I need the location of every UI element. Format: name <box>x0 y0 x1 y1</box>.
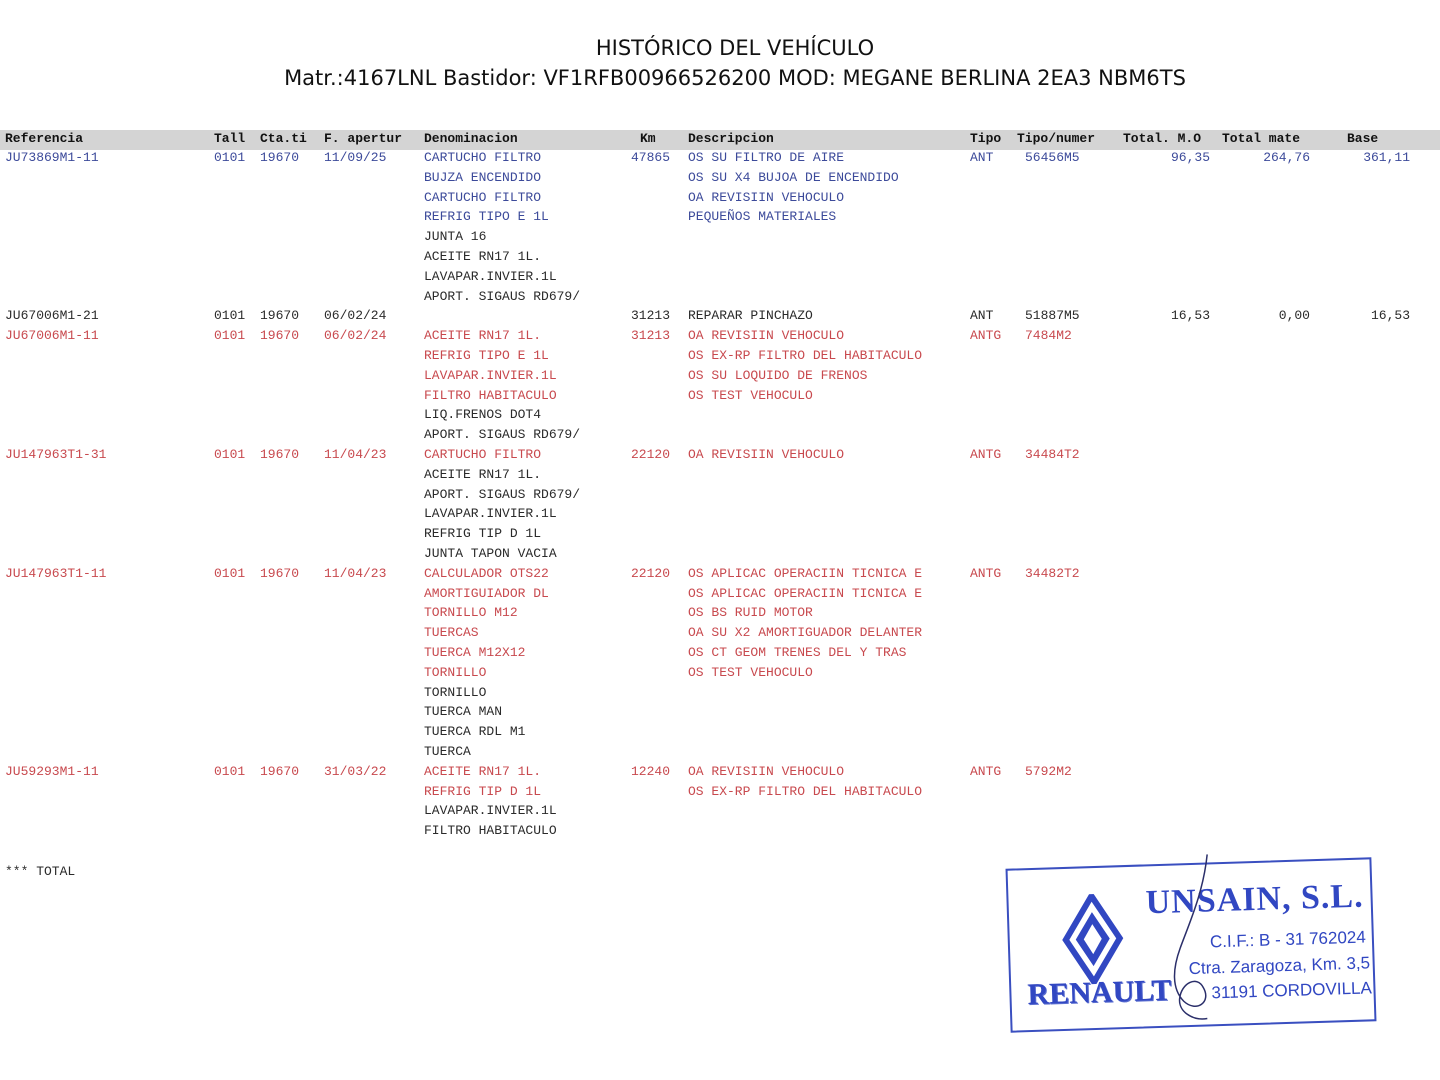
cell-denominacion-line: CARTUCHO FILTRO <box>424 150 542 165</box>
cell-denominacion-line: APORT. SIGAUS RD679/ <box>424 288 581 304</box>
stamp-cif: C.I.F.: B - 31 762024 <box>1209 927 1367 952</box>
cell-denominacion-line: JUNTA TAPON VACIA <box>424 546 557 561</box>
cell-tall: 0101 <box>214 308 246 324</box>
cell-fecha: 06/02/24 <box>324 308 387 324</box>
cell-denominacion-line: BUJZA ENCENDIDO <box>424 169 542 185</box>
renault-logo-icon <box>1056 893 1129 985</box>
cell-referencia: JU67006M1-21 <box>5 308 99 324</box>
cell-denominacion-line: REFRIG TIPO E 1L <box>424 209 549 225</box>
cell-base: 361,11 <box>1363 150 1410 165</box>
stamp-city: 31191 CORDOVILLA <box>1211 978 1373 1003</box>
cell-km: 22120 <box>630 447 670 462</box>
cell-denominacion-line: LAVAPAR.INVIER.1L <box>424 268 557 284</box>
cell-referencia: JU147963T1-11 <box>5 565 107 581</box>
cell-tiponum: 34484T2 <box>1025 447 1080 462</box>
cell-denominacion-line: ACEITE RN17 1L. <box>424 466 542 482</box>
cell-tiponum: 56456M5 <box>1025 150 1080 165</box>
cell-tipo: ANT <box>970 308 994 324</box>
cell-descripcion-line: OA REVISIIN VEHOCULO <box>688 447 845 462</box>
cell-denominacion-line: REFRIG TIP D 1L <box>424 783 542 799</box>
cell-denominacion-line: LAVAPAR.INVIER.1L <box>424 367 557 383</box>
cell-referencia: JU73869M1-11 <box>5 150 99 165</box>
cell-cta: 19670 <box>260 447 300 462</box>
col-header-tipo: Tipo <box>970 131 1002 146</box>
cell-denominacion-line: ACEITE RN17 1L. <box>424 249 542 264</box>
col-header-base: Base <box>1347 131 1379 146</box>
cell-denominacion-line: AMORTIGUIADOR DL <box>424 585 549 601</box>
cell-cta: 19670 <box>260 763 300 779</box>
cell-denominacion-line: JUNTA 16 <box>424 229 487 245</box>
cell-km: 31213 <box>630 328 670 344</box>
cell-denominacion-line: TUERCA RDL M1 <box>424 724 526 740</box>
cell-descripcion-line: OS SU LOQUIDO DE FRENOS <box>688 367 868 383</box>
cell-denominacion-line: FILTRO HABITACULO <box>424 387 557 403</box>
cell-tiponum: 5792M2 <box>1025 763 1072 779</box>
cell-denominacion-line: CALCULADOR OTS22 <box>424 565 549 581</box>
cell-denominacion-line: APORT. SIGAUS RD679/ <box>424 486 581 502</box>
cell-fecha: 11/04/23 <box>324 447 387 462</box>
cell-descripcion-line: OS SU X4 BUJOA DE ENCENDIDO <box>688 169 899 185</box>
cell-denominacion-line: ACEITE RN17 1L. <box>424 328 542 344</box>
cell-denominacion-line: TORNILLO <box>424 664 487 680</box>
cell-denominacion-line: LAVAPAR.INVIER.1L <box>424 803 557 819</box>
cell-tiponum: 7484M2 <box>1025 328 1072 344</box>
cell-descripcion-line: OA REVISIIN VEHOCULO <box>688 328 845 344</box>
cell-tipo: ANT <box>970 150 994 165</box>
cell-total-mo: 96,35 <box>1170 150 1210 165</box>
cell-denominacion-line: TORNILLO <box>424 684 487 700</box>
cell-descripcion-line: OS TEST VEHOCULO <box>688 664 813 680</box>
col-header-cta: Cta.ti <box>260 131 307 146</box>
col-header-tiponum: Tipo/numer <box>1017 131 1096 146</box>
cell-referencia: JU147963T1-31 <box>5 447 107 462</box>
cell-fecha: 06/02/24 <box>324 328 387 344</box>
cell-denominacion-line: LIQ.FRENOS DOT4 <box>424 407 542 423</box>
cell-denominacion-line: TUERCA <box>424 744 471 759</box>
cell-km: 12240 <box>630 763 670 779</box>
cell-tipo: ANTG <box>970 328 1002 344</box>
vehicle-identification: Matr.:4167LNL Bastidor: VF1RFB00966526200 MOD: MEGANE BERLINA 2EA3 NBM6TS <box>284 66 1186 90</box>
stamp-brand: RENAULT <box>1026 973 1172 1012</box>
cell-total-mo: 16,53 <box>1170 308 1210 324</box>
cell-fecha: 31/03/22 <box>324 763 387 779</box>
cell-denominacion-line: TORNILLO M12 <box>424 605 518 621</box>
stamp-address: Ctra. Zaragoza, Km. 3,5 <box>1188 953 1371 979</box>
cell-denominacion-line: APORT. SIGAUS RD679/ <box>424 427 581 443</box>
cell-referencia: JU67006M1-11 <box>5 328 99 344</box>
col-header-denominacion: Denominacion <box>424 131 518 146</box>
cell-descripcion-line: OA SU X2 AMORTIGUADOR DELANTER <box>688 625 923 641</box>
cell-total-mate: 264,76 <box>1263 150 1310 165</box>
cell-km: 31213 <box>630 308 670 324</box>
cell-total-mate: 0,00 <box>1278 308 1310 324</box>
cell-descripcion-line: REPARAR PINCHAZO <box>688 308 813 324</box>
cell-descripcion-line: OS BS RUID MOTOR <box>688 605 813 621</box>
col-header-tall: Tall <box>214 131 246 146</box>
cell-denominacion-line: TUERCA M12X12 <box>424 645 526 660</box>
cell-descripcion-line: OS TEST VEHOCULO <box>688 387 813 403</box>
cell-denominacion-line: REFRIG TIP D 1L <box>424 526 542 542</box>
cell-denominacion-line: TUERCA MAN <box>424 704 503 720</box>
cell-descripcion-line: PEQUEÑOS MATERIALES <box>688 209 837 225</box>
cell-fecha: 11/09/25 <box>324 150 387 165</box>
cell-denominacion-line: TUERCAS <box>424 625 479 641</box>
cell-denominacion-line: LAVAPAR.INVIER.1L <box>424 506 557 522</box>
cell-fecha: 11/04/23 <box>324 565 387 581</box>
cell-descripcion-line: OS CT GEOM TRENES DEL Y TRAS <box>688 645 907 660</box>
cell-descripcion-line: OA REVISIIN VEHOCULO <box>688 763 845 779</box>
cell-cta: 19670 <box>260 565 300 581</box>
total-label: *** TOTAL <box>5 864 76 879</box>
cell-cta: 19670 <box>260 150 300 165</box>
cell-tall: 0101 <box>214 565 246 581</box>
cell-tipo: ANTG <box>970 447 1002 462</box>
cell-descripcion-line: OS EX-RP FILTRO DEL HABITACULO <box>688 783 923 799</box>
cell-tall: 0101 <box>214 447 246 462</box>
cell-tall: 0101 <box>214 763 246 779</box>
cell-denominacion-line: FILTRO HABITACULO <box>424 823 557 839</box>
col-header-mo: Total. M.O <box>1123 131 1202 146</box>
cell-base: 16,53 <box>1370 308 1410 324</box>
cell-descripcion-line: OS APLICAC OPERACIIN TICNICA E <box>688 585 923 601</box>
cell-km: 22120 <box>630 565 670 581</box>
cell-descripcion-line: OS SU FILTRO DE AIRE <box>688 150 845 165</box>
cell-descripcion-line: OS APLICAC OPERACIIN TICNICA E <box>688 565 923 581</box>
cell-referencia: JU59293M1-11 <box>5 763 99 779</box>
cell-cta: 19670 <box>260 308 300 324</box>
col-header-referencia: Referencia <box>5 131 84 146</box>
col-header-fecha: F. apertur <box>324 131 403 146</box>
stamp-company-name: UNSAIN, S.L. <box>1145 877 1365 922</box>
cell-denominacion-line: CARTUCHO FILTRO <box>424 189 542 205</box>
col-header-km: Km <box>640 131 656 146</box>
cell-cta: 19670 <box>260 328 300 344</box>
cell-denominacion-line: CARTUCHO FILTRO <box>424 447 542 462</box>
cell-denominacion-line: REFRIG TIPO E 1L <box>424 348 549 363</box>
cell-tall: 0101 <box>214 328 246 344</box>
cell-tiponum: 51887M5 <box>1025 308 1080 324</box>
cell-tipo: ANTG <box>970 565 1002 581</box>
document-title: HISTÓRICO DEL VEHÍCULO <box>595 36 875 60</box>
handwritten-signature <box>1147 852 1232 1024</box>
cell-tipo: ANTG <box>970 763 1002 779</box>
cell-descripcion-line: OS EX-RP FILTRO DEL HABITACULO <box>688 348 923 363</box>
cell-tall: 0101 <box>214 150 246 165</box>
col-header-descripcion: Descripcion <box>688 131 774 146</box>
cell-descripcion-line: OA REVISIIN VEHOCULO <box>688 189 845 205</box>
cell-denominacion-line: ACEITE RN17 1L. <box>424 763 542 779</box>
cell-tiponum: 34482T2 <box>1025 565 1080 581</box>
cell-km: 47865 <box>630 150 670 165</box>
col-header-mate: Total mate <box>1222 131 1301 146</box>
company-stamp <box>1006 857 1377 1032</box>
